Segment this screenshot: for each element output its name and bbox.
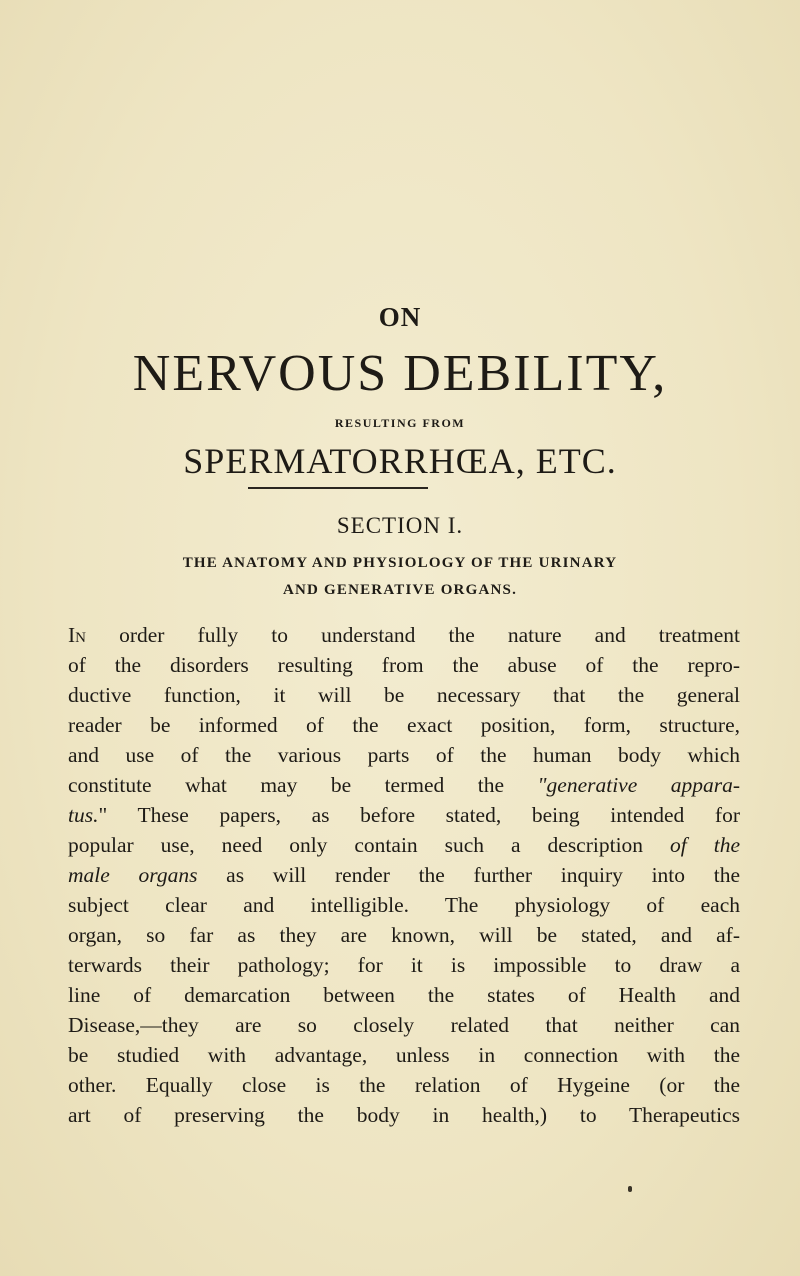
body-line: ductive function, it will be necessary that the general	[68, 683, 740, 707]
body-line: other. Equally close is the relation of Hygeine (or the	[68, 1073, 740, 1097]
body-line: subject clear and intelligible. The physiology of each	[68, 893, 740, 917]
title-connector: RESULTING FROM	[334, 416, 466, 430]
body-line: reader be informed of the exact position, form, structure,	[68, 713, 740, 737]
italic-phrase: "generative appara-	[537, 773, 741, 797]
body-line	[68, 620, 740, 650]
body-line	[68, 770, 740, 800]
body-line: be studied with advantage, unless in connection with the	[68, 1043, 740, 1067]
body-line: and use of the various parts of the human body which	[68, 743, 740, 767]
italic-phrase: male organs	[68, 863, 198, 887]
italic-phrase	[68, 803, 740, 827]
italic-phrase: of the	[670, 833, 740, 857]
body-line-text: as will render the further inquiry into the	[226, 863, 741, 887]
body-line	[68, 800, 740, 830]
title-prefix: ON	[378, 302, 422, 332]
body-line-text: constitute what may be termed the	[68, 773, 505, 797]
body-line-text: order fully to understand the nature and treatment	[119, 623, 740, 647]
title-divider	[248, 487, 428, 489]
section-subheading-line-2: AND GENERATIVE ORGANS.	[282, 582, 518, 598]
ink-speck	[628, 1186, 632, 1192]
body-line: line of demarcation between the states of Health and	[68, 983, 740, 1007]
body-line: Disease,—they are so closely related that neither can	[68, 1013, 740, 1037]
body-line: terwards their pathology; for it is impossible to draw a	[68, 953, 740, 977]
section-heading: SECTION I.	[336, 513, 464, 538]
body-line: art of preserving the body in health,) to Therapeutics	[68, 1103, 740, 1127]
body-line-text: " These papers, as before stated, being intended for	[98, 803, 740, 827]
page-title: NERVOUS DEBILITY,	[132, 345, 668, 402]
page-subtitle: SPERMATORRHŒA, ETC.	[183, 441, 617, 481]
body-line	[68, 830, 740, 860]
body-first-word: In	[68, 623, 86, 647]
body-line: organ, so far as they are known, will be stated, and af-	[68, 923, 740, 947]
italic-phrase: tus.	[68, 803, 99, 827]
body-line	[68, 860, 740, 890]
section-subheading-line-1: THE ANATOMY AND PHYSIOLOGY OF THE URINARY	[182, 555, 618, 571]
body-line: of the disorders resulting from the abuse of the repro-	[68, 653, 740, 677]
body-line-text: popular use, need only contain such a description	[68, 833, 644, 857]
